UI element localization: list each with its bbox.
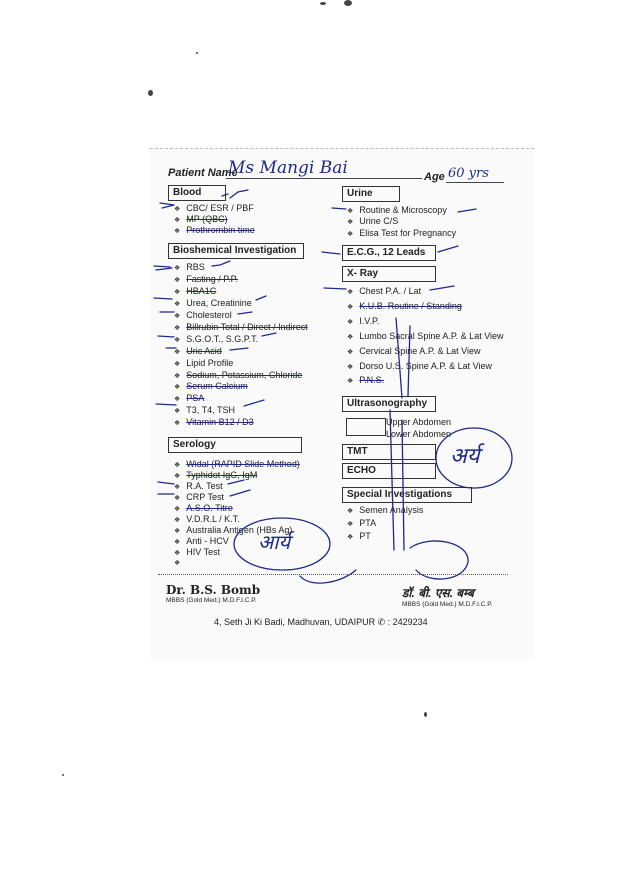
tick-mark (166, 348, 248, 350)
test-item: ❖ Prothrombin time (174, 225, 255, 235)
stamp-text-right: अर्य (450, 444, 480, 469)
tick-mark (332, 208, 476, 212)
doctor-quals-hi: MBBS (Gold Med.) M.D.F.I.C.P. (402, 601, 493, 608)
tick-mark (158, 490, 250, 496)
separator (158, 574, 508, 575)
test-item: ❖ Sodium, Potassium, Chloride (174, 370, 303, 380)
clinic-address: 4, Seth Ji Ki Badi, Madhuvan, UDAIPUR ✆ : 2429234 (214, 617, 428, 627)
doctor-quals-en: MBBS (Gold Med.) M.D.F.I.C.P. (166, 597, 257, 604)
section-tmt: TMT (342, 444, 436, 460)
pen-stroke (396, 318, 410, 398)
stamp-text-left: आर्य (258, 530, 291, 554)
test-item: ❖ Typhidot IgG, IgM (174, 470, 258, 480)
patient-name-label: Patient Name (168, 167, 238, 179)
doctor-name-en: Dr. B.S. Bomb (166, 583, 261, 597)
section-echo: ECHO (342, 463, 436, 479)
section-serology: Serology (168, 437, 302, 453)
tick-mark (324, 286, 454, 290)
age-label: Age (424, 171, 445, 183)
test-item: ❖ Australia Antigen (HBs Ag) (174, 525, 293, 535)
section-biochem: Bioshemical Investigation (168, 243, 304, 259)
tick-mark (322, 246, 458, 254)
section-xray: X- Ray (342, 266, 436, 282)
test-item: ❖ Semen Analysis (347, 505, 424, 515)
test-item: ❖ Lumbo Sacral Spine A.P. & Lat View (347, 331, 504, 341)
test-item: ❖ P.N.S. (347, 375, 385, 385)
patient-name-value: Ms Mangi Bai (228, 158, 348, 178)
test-item: ❖ Chest P.A. / Lat (347, 286, 422, 296)
section-ecg: E.C.G., 12 Leads (342, 245, 436, 261)
pen-stroke (390, 410, 404, 550)
test-item: ❖ T3, T4, TSH (174, 405, 235, 415)
test-item: ❖ Cholesterol (174, 310, 232, 320)
section-blood: Blood (168, 185, 226, 201)
test-item: ❖ S.G.O.T., S.G.P.T. (174, 334, 259, 344)
test-item: ❖ I.V.P. (347, 316, 380, 326)
test-item: ❖ HIV Test (174, 547, 221, 557)
tick-mark (160, 312, 252, 314)
test-item: ❖ Cervical Spine A.P. & Lat View (347, 346, 481, 356)
test-item: ❖ Urea, Creatinine (174, 298, 252, 308)
test-item: ❖ A.S.O. Titre (174, 503, 233, 513)
section-urine: Urine (342, 186, 400, 202)
test-item: ❖ Fasting / P.P. (174, 274, 238, 284)
test-item: ❖ CRP Test (174, 492, 224, 502)
test-item: ❖ Elisa Test for Pregnancy (347, 228, 457, 238)
test-item: ❖ (174, 560, 181, 567)
section-special: Special Investigations (342, 487, 472, 503)
test-item: ❖ Vitamin B12 / D3 (174, 417, 254, 427)
test-item: Upper Abdomen (386, 417, 452, 427)
test-item: ❖ RBS (174, 262, 205, 272)
tick-mark (158, 480, 244, 484)
tick-mark (154, 296, 266, 300)
test-item: ❖ Dorso U.S. Spine A.P. & Lat View (347, 361, 493, 371)
tick-mark (156, 400, 264, 406)
test-item: ❖ HBA1C (174, 286, 217, 296)
doctor-name-hi: डॉ. बी. एस. बम्ब (402, 586, 474, 600)
tick-mark (154, 266, 172, 270)
test-item: ❖ PSA (174, 393, 205, 403)
test-item: ❖ PTA (347, 518, 377, 528)
test-item: ❖ R.A. Test (174, 481, 223, 491)
section-usg: Ultrasonography (342, 396, 436, 412)
test-item: ❖ Billrubin Total / Direct / Indirect (174, 322, 308, 332)
test-item: ❖ Lipid Profile (174, 358, 234, 368)
age-value: 60 yrs (448, 166, 489, 181)
tick-mark (212, 261, 230, 266)
tick-mark (222, 190, 248, 198)
test-item: ❖ Widal (RAPID Slide Method) (174, 459, 300, 469)
test-item: ❖ PT (347, 531, 371, 541)
tick-mark (160, 203, 174, 208)
test-item: ❖ MP (QBC) (174, 214, 228, 224)
test-item: ❖ Routine & Microscopy (347, 205, 447, 215)
signature (300, 541, 468, 583)
test-item: ❖ Anti - HCV (174, 536, 229, 546)
test-item: Lower Abdomen (386, 429, 452, 439)
test-item: ❖ Urine C/S (347, 216, 399, 226)
test-item: ❖ Serum Calcium (174, 381, 248, 391)
test-item: ❖ CBC/ ESR / PBF (174, 203, 254, 213)
test-item: ❖ K.U.B. Routine / Standing (347, 301, 462, 311)
test-item: ❖ V.D.R.L / K.T. (174, 514, 240, 524)
test-item: ❖ Uric Acid (174, 346, 222, 356)
tick-mark (158, 333, 276, 337)
